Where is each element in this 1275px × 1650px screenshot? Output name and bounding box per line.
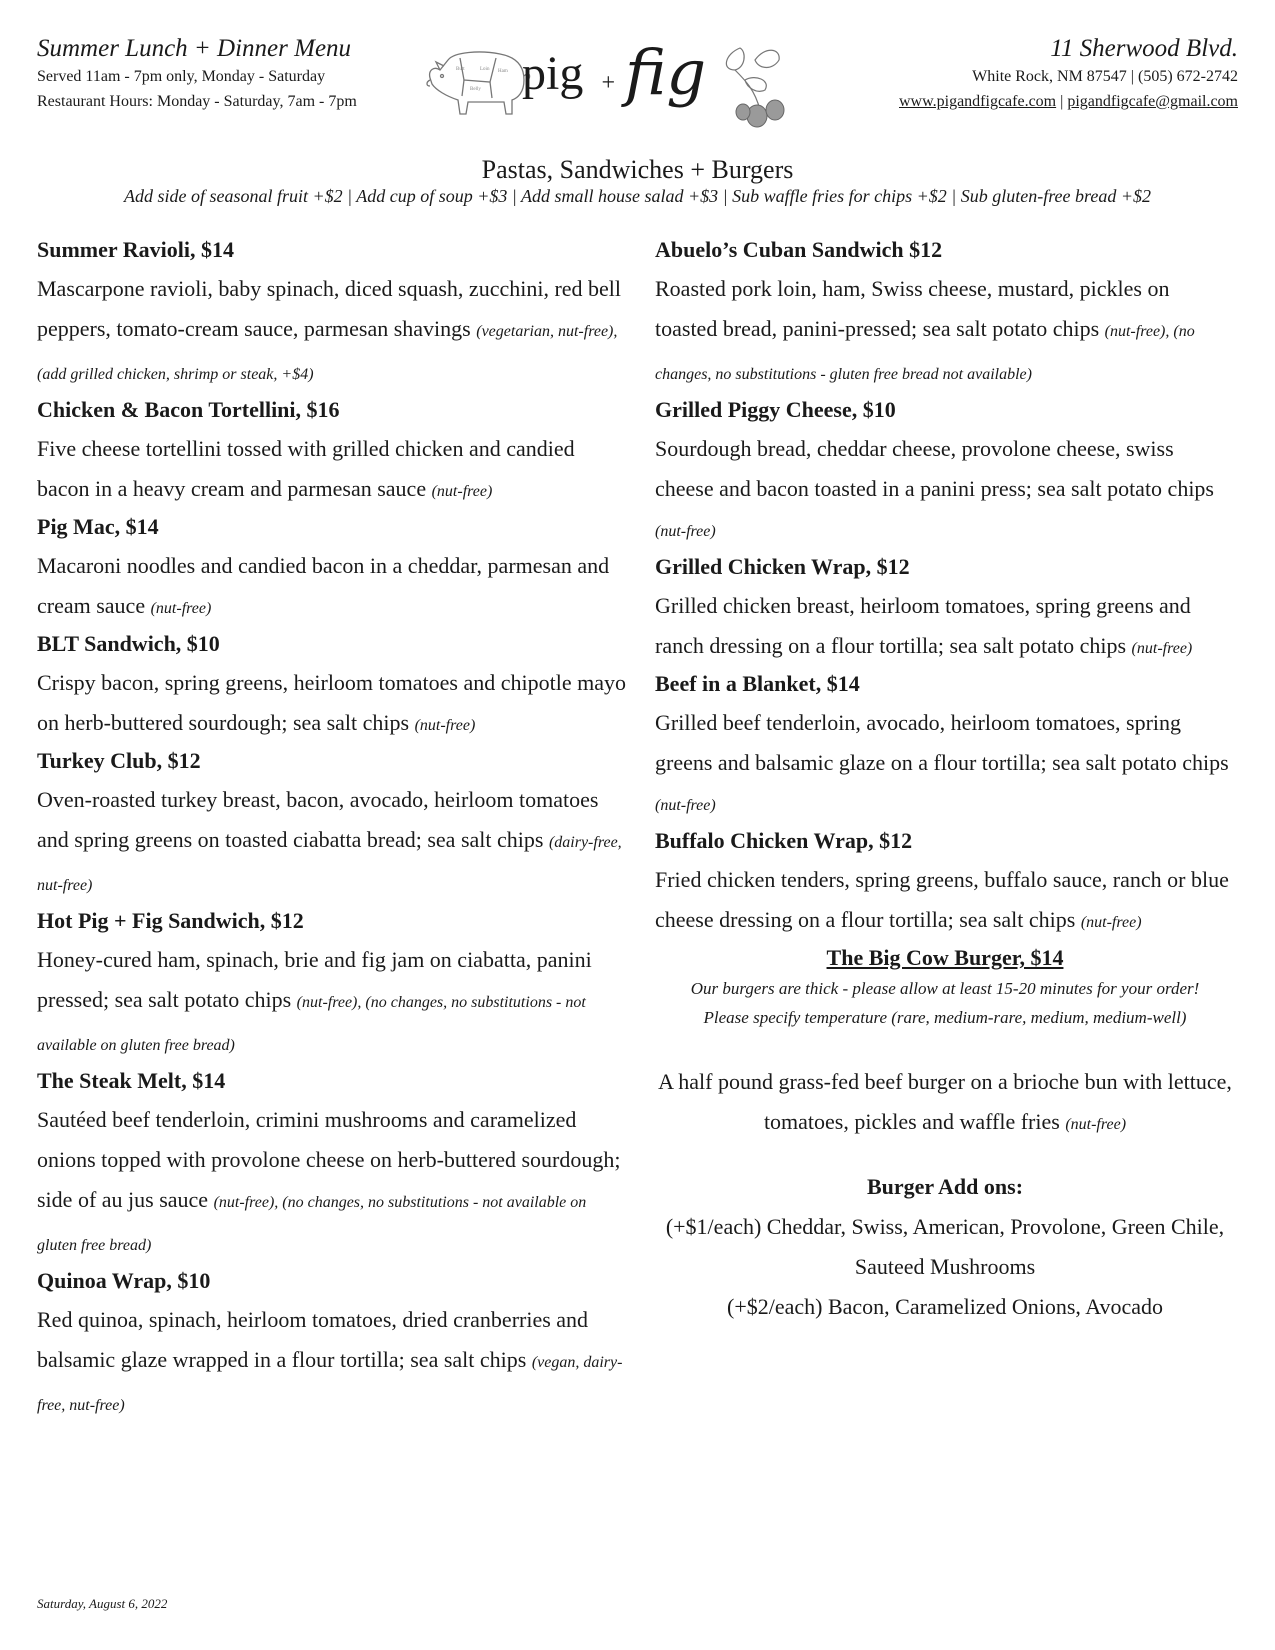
header-right — [899, 34, 1238, 114]
street-address: 11 Sherwood Blvd. — [1050, 35, 1238, 62]
menu-item — [655, 553, 1235, 669]
item-desc: Grilled beef tenderloin, avocado, heirloom tomatoes, spring greens and balsamic glaze on a flour tortilla; sea salt potato chips (nut-free) — [655, 710, 1229, 814]
menu-item — [37, 630, 627, 746]
burger-addons-title: Burger Add ons: — [866, 1174, 1024, 1199]
menu-item — [37, 1067, 627, 1266]
section-title: Pastas, Sandwiches + Burgers — [481, 155, 794, 184]
menu-item — [37, 513, 627, 629]
item-desc: Five cheese tortellini tossed with grilled chicken and candied bacon in a heavy cream and parmesan sauce (nut-free) — [37, 436, 575, 501]
item-desc: Oven-roasted turkey breast, bacon, avocado, heirloom tomatoes and spring greens on toasted ciabatta bread; sea salt chips (dairy-free, nut-free) — [37, 787, 622, 894]
item-note: (nut-free) — [414, 717, 476, 734]
item-desc: Crispy bacon, spring greens, heirloom tomatoes and chipotle mayo on herb-buttered sourdough; sea salt chips (nut-free) — [37, 670, 626, 735]
item-note: (nut-free) — [150, 600, 212, 617]
item-name: Quinoa Wrap, $10 — [37, 1268, 211, 1293]
section-subtitle: Add side of seasonal fruit +$2 | Add cup of soup +$3 | Add small house salad +$3 | Sub waffle fries for chips +$2 | Sub gluten-free bread +$2 — [124, 186, 1151, 206]
svg-text:Ham: Ham — [498, 69, 508, 74]
svg-text:Butt: Butt — [456, 67, 465, 72]
item-name: Chicken & Bacon Tortellini, $16 — [37, 397, 340, 422]
restaurant-hours: Restaurant Hours: Monday - Saturday, 7am - 7pm — [37, 93, 357, 110]
item-desc: Roasted pork loin, ham, Swiss cheese, mustard, pickles on toasted bread, panini-pressed; sea salt potato chips (nut-free), (no changes, no substitutions - gluten free bread not available) — [655, 276, 1195, 383]
menu-item — [655, 670, 1235, 826]
menu-item — [37, 396, 627, 512]
logo-pig-word: pig — [522, 47, 584, 100]
right-column — [655, 236, 1235, 1327]
burger-info-temp: Please specify temperature (rare, medium-rare, medium, medium-well) — [703, 1008, 1187, 1027]
menu-item — [37, 236, 627, 395]
item-desc: Sautéed beef tenderloin, crimini mushrooms and caramelized onions topped with provolone cheese on herb-buttered sourdough; side of au jus sauce (nut-free), (no changes, no substitutions - not available on gluten free bread) — [37, 1107, 621, 1254]
city-phone: White Rock, NM 87547 | (505) 672-2742 — [972, 68, 1238, 85]
item-desc: Sourdough bread, cheddar cheese, provolone cheese, swiss cheese and bacon toasted in a panini press; sea salt potato chips (nut-free) — [655, 436, 1214, 540]
left-column — [37, 236, 627, 1427]
served-hours: Served 11am - 7pm only, Monday - Saturday — [37, 68, 326, 85]
item-note: (nut-free), (no changes, no substitutions - gluten free bread not available) — [655, 323, 1195, 383]
item-desc: Macaroni noodles and candied bacon in a cheddar, parmesan and cream sauce (nut-free) — [37, 553, 610, 618]
burger-info — [655, 974, 1235, 1032]
item-desc: Honey-cured ham, spinach, brie and fig jam on ciabatta, panini pressed; sea salt potato chips (nut-free), (no changes, no substitutions - not available on gluten free bread) — [37, 947, 592, 1054]
burger-addons — [655, 1207, 1235, 1327]
item-name: Beef in a Blanket, $14 — [655, 671, 860, 696]
item-note: (vegetarian, nut-free), (add grilled chicken, shrimp or steak, +$4) — [37, 323, 618, 383]
item-note: (nut-free) — [1080, 914, 1142, 931]
item-name: BLT Sandwich, $10 — [37, 631, 220, 656]
item-note: (nut-free), (no changes, no substitutions - not available on gluten free bread) — [37, 1194, 587, 1254]
item-name: Abuelo’s Cuban Sandwich $12 — [655, 237, 943, 262]
item-name: Turkey Club, $12 — [37, 748, 201, 773]
item-note: (nut-free) — [655, 797, 716, 814]
addons-line-1: (+$1/each) Cheddar, Swiss, American, Provolone, Green Chile, Sauteed Mushrooms — [665, 1214, 1225, 1279]
logo — [420, 36, 815, 150]
menu-item — [655, 236, 1235, 395]
menu-item — [37, 747, 627, 906]
item-note: (nut-free) — [655, 523, 716, 540]
link-separator: | — [1056, 93, 1068, 110]
item-name: Pig Mac, $14 — [37, 514, 159, 539]
logo-fig-word: fig — [625, 36, 707, 109]
burger-name: The Big Cow Burger, $14 — [826, 945, 1064, 970]
burger-section — [655, 944, 1235, 1327]
menu-title: Summer Lunch + Dinner Menu — [37, 35, 352, 62]
item-name: Grilled Chicken Wrap, $12 — [655, 554, 910, 579]
menu-item — [37, 907, 627, 1066]
item-name: Buffalo Chicken Wrap, $12 — [655, 828, 913, 853]
svg-text:Loin: Loin — [480, 67, 490, 72]
item-desc: Grilled chicken breast, heirloom tomatoes, spring greens and ranch dressing on a flour tortilla; sea salt potato chips (nut-free) — [655, 593, 1193, 658]
logo-plus: + — [600, 70, 617, 96]
menu-item — [37, 1267, 627, 1426]
item-note: (nut-free) — [431, 483, 493, 500]
item-desc: Fried chicken tenders, spring greens, buffalo sauce, ranch or blue cheese dressing on a flour tortilla; sea salt chips (nut-free) — [655, 867, 1229, 932]
item-name: The Steak Melt, $14 — [37, 1068, 226, 1093]
item-name: Hot Pig + Fig Sandwich, $12 — [37, 908, 304, 933]
item-name: Grilled Piggy Cheese, $10 — [655, 397, 896, 422]
burger-desc: A half pound grass-fed beef burger on a brioche bun with lettuce, tomatoes, pickles and waffle fries (nut-free) — [658, 1069, 1232, 1134]
item-desc: Mascarpone ravioli, baby spinach, diced squash, zucchini, red bell peppers, tomato-cream sauce, parmesan shavings (vegetarian, nut-free), (add grilled chicken, shrimp or steak, +$4) — [37, 276, 622, 383]
footer-date: Saturday, August 6, 2022 — [37, 1596, 168, 1611]
contact-links — [899, 89, 1238, 114]
burger-info-wait: Our burgers are thick - please allow at least 15-20 minutes for your order! — [690, 979, 1200, 998]
item-note: (nut-free), (no changes, no substitutions - not available on gluten free bread) — [37, 994, 586, 1054]
burger-note: (nut-free) — [1065, 1116, 1127, 1133]
item-note: (vegan, dairy-free, nut-free) — [37, 1354, 623, 1414]
item-desc: Red quinoa, spinach, heirloom tomatoes, dried cranberries and balsamic glaze wrapped in a flour tortilla; sea salt chips (vegan, dairy-free, nut-free) — [37, 1307, 623, 1414]
addons-line-2: (+$2/each) Bacon, Caramelized Onions, Avocado — [727, 1294, 1163, 1319]
svg-text:Belly: Belly — [470, 87, 481, 92]
item-note: (nut-free) — [1131, 640, 1193, 657]
fig-branch-icon — [715, 40, 805, 135]
menu-item — [655, 827, 1235, 943]
item-name: Summer Ravioli, $14 — [37, 237, 234, 262]
header-left — [37, 34, 357, 114]
website-link[interactable]: www.pigandfigcafe.com — [899, 93, 1057, 110]
email-link[interactable]: pigandfigcafe@gmail.com — [1067, 93, 1238, 110]
item-note: (dairy-free, nut-free) — [37, 834, 622, 894]
menu-item — [655, 396, 1235, 552]
